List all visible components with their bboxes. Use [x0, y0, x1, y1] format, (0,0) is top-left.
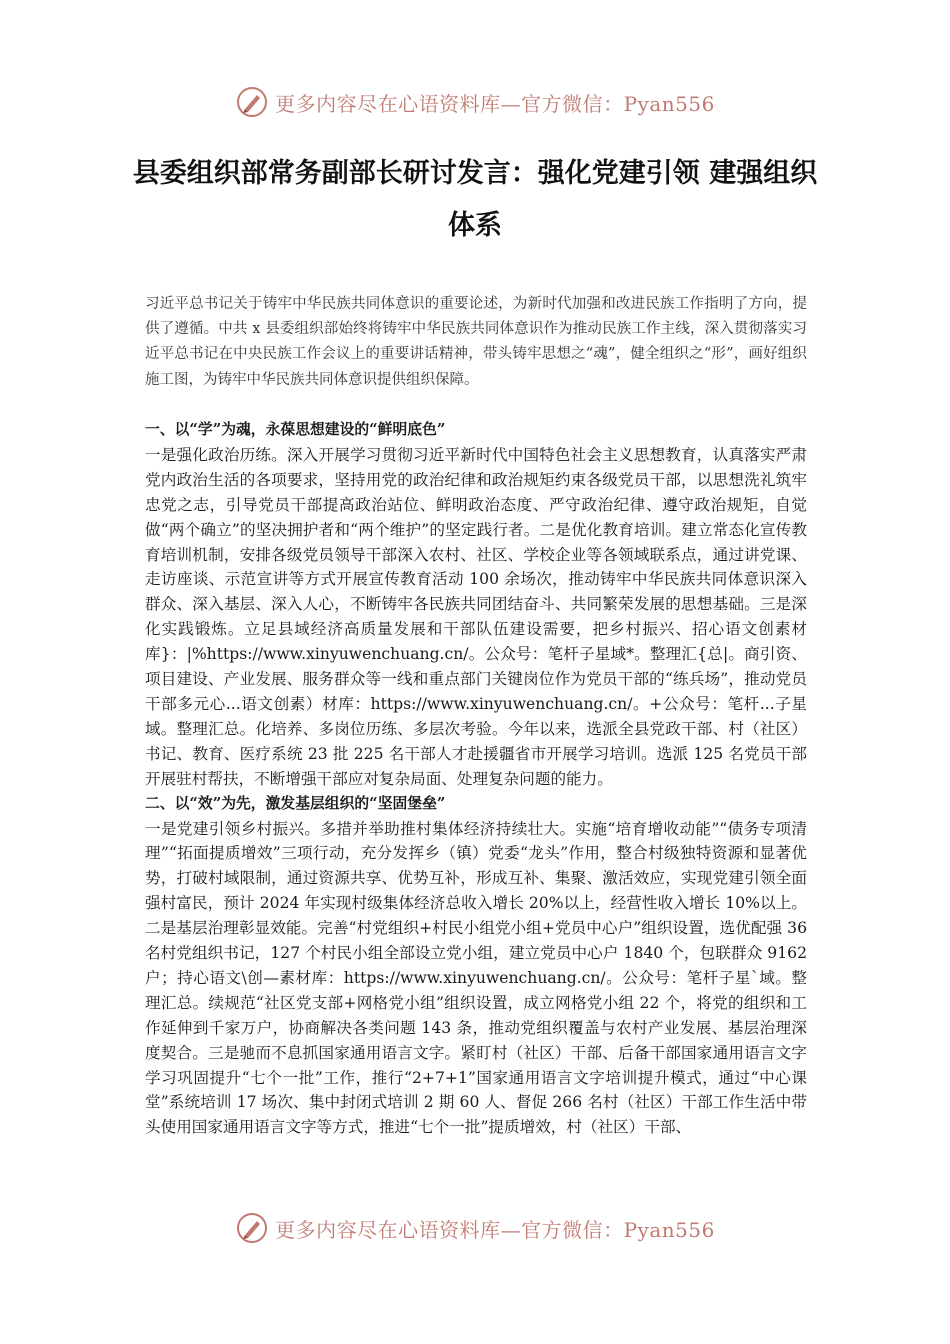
header-banner: [0, 82, 950, 122]
document-body: [145, 418, 807, 1140]
banner-text: 更多内容尽在心语资料库—官方微信：Pyan556: [275, 1217, 715, 1242]
banner-text: 更多内容尽在心语资料库—官方微信：Pyan556: [275, 91, 715, 116]
section-heading-2: 二、以“效”为先，激发基层组织的“坚固堡垒”: [145, 794, 446, 812]
intro-paragraph: 习近平总书记关于铸牢中华民族共同体意识的重要论述，为新时代加强和改进民族工作指明了方向，提供了遵循。中共 x 县委组织部始终将铸牢中华民族共同体意识作为推动民族工作主线，深入贯彻落实习近平总书记在中央民族工作会议上的重要讲话精神，带头铸牢思想之“魂”，健全组织之“形”，画好组织施工图，为铸牢中华民族共同体意识提供组织保障。: [145, 296, 807, 388]
section-body-2: 一是党建引领乡村振兴。多措并举助推村集体经济持续壮大。实施“培育增收动能”“债务专项清理”“拓面提质增效”三项行动，充分发挥乡（镇）党委“龙头”作用，整合村级独特资源和显著优势，打破村域限制，通过资源共享、优势互补，形成互补、集聚、激活效应，实现党建引领全面强村富民，预计 2024 年实现村级集体经济总收入增长 20%以上，经营性收入增长 10%以上。二是基层治理彰显效能。完善“村党组织+村民小组党小组+党员中心户”组织设置，选优配强 36 名村党组织书记，127 个村民小组全部设立党小组，建立党员中心户 1840 个，包联群众 9162 户；持心语文\创—素材库：https://www.xinyuwenchuang.cn/。公众号：笔杆子星`域。整理汇总。续规范“社区党支部+网格党小组”组织设置，成立网格党小组 22 个，将党的组织和工作延伸到千家万户，协商解决各类问题 143 条，推动党组织覆盖与农村产业发展、基层治理深度契合。三是驰而不息抓国家通用语言文字。紧盯村（社区）干部、后备干部国家通用语言文字学习巩固提升“七个一批”工作，推行“2+7+1”国家通用语言文字培训提升模式，通过“中心课堂”系统培训 17 场次、集中封闭式培训 2 期 60 人、督促 266 名村（社区）干部工作生活中带头使用国家通用语言文字等方式，推进“七个一批”提质增效，村（社区）干部、: [145, 819, 807, 1137]
document-title: 县委组织部常务副部长研讨发言：强化党建引领 建强组织体系: [132, 158, 818, 241]
section-heading-1: 一、以“学”为魂，永葆思想建设的“鲜明底色”: [145, 421, 446, 438]
footer-banner: [0, 1208, 950, 1248]
pen-logo-icon: [235, 85, 269, 119]
pen-logo-icon: [235, 1211, 269, 1245]
section-body-1: 一是强化政治历练。深入开展学习贯彻习近平新时代中国特色社会主义思想教育，认真落实严肃党内政治生活的各项要求，坚持用党的政治纪律和政治规矩约束各级党员干部，以思想洗礼筑牢忠党之志，引导党员干部提高政治站位、鲜明政治态度、严守政治纪律、遵守政治规矩，自觉做“两个确立”的坚决拥护者和“两个维护”的坚定践行者。二是优化教育培训。建立常态化宣传教育培训机制，安排各级党员领导干部深入农村、社区、学校企业等各领域联系点，通过讲党课、走访座谈、示范宣讲等方式开展宣传教育活动 100 余场次，推动铸牢中华民族共同体意识深入群众、深入基层、深入人心，不断铸牢各民族共同团结奋斗、共同繁荣发展的思想基础。三是深化实践锻炼。立足县域经济高质量发展和干部队伍建设需要，把乡村振兴、招心语文创素材库}：|%https://www.xinyuwenchuang.cn/。公众号：笔杆子星域*。整理汇{总|。商引资、项目建设、产业发展、服务群众等一线和重点部门关键岗位作为党员干部的“练兵场”，推动党员干部多元心...语文创素）材库：https://www.xinyuwenchuang.cn/。+公众号：笔杆...子星域。整理汇总。化培养、多岗位历练、多层次考验。今年以来，选派全县党政干部、村（社区）书记、教育、医疗系统 23 批 225 名干部人才赴援疆省市开展学习培训。选派 125 名党员干部开展驻村帮扶，不断增强干部应对复杂局面、处理复杂问题的能力。: [145, 445, 807, 788]
